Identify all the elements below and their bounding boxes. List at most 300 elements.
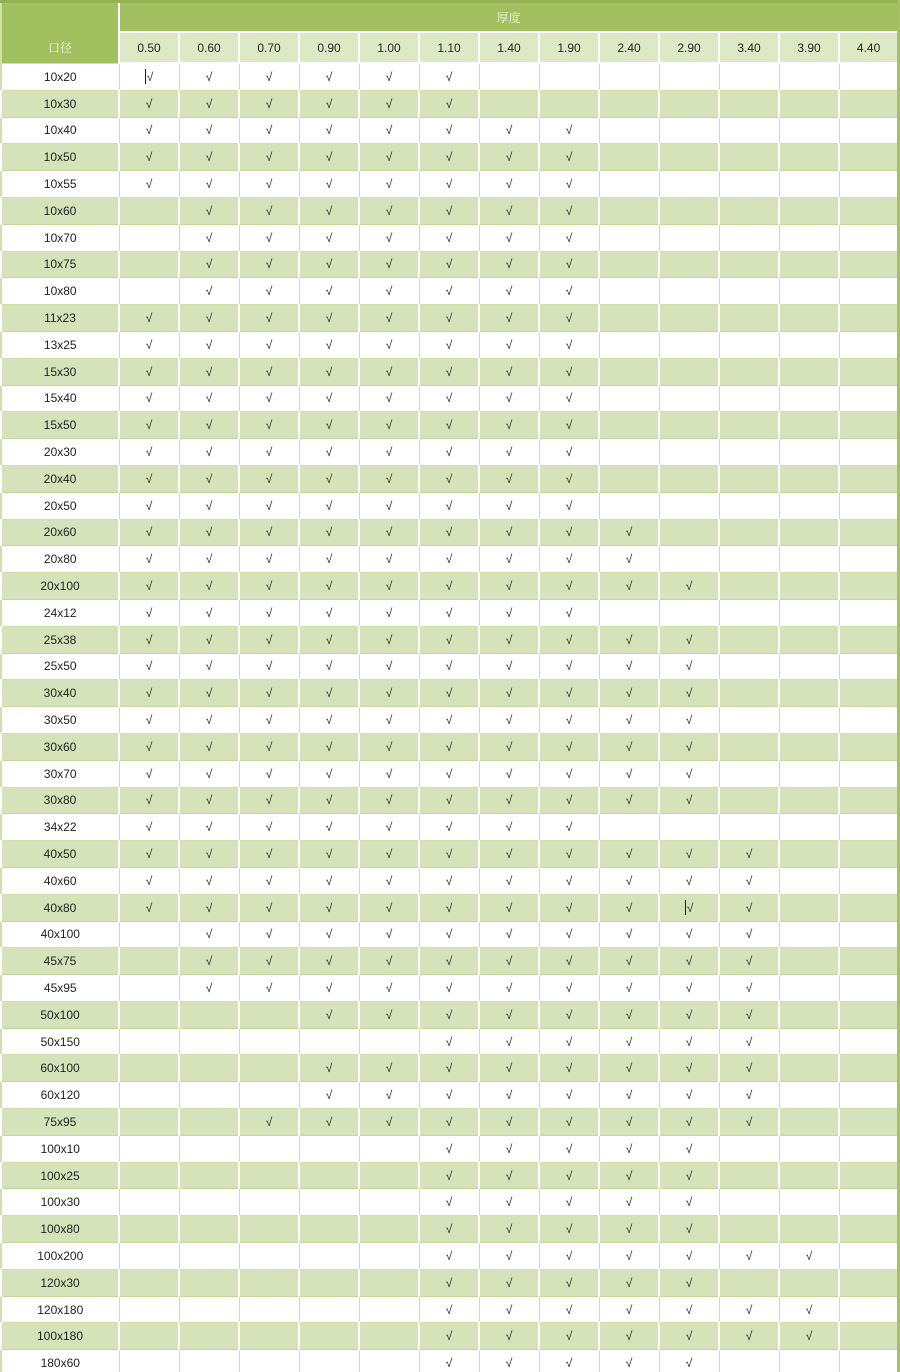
check-cell[interactable]: √ <box>299 305 359 332</box>
check-cell[interactable]: √ <box>539 251 599 278</box>
check-cell[interactable]: √ <box>359 733 419 760</box>
check-cell[interactable]: √ <box>179 680 239 707</box>
empty-cell[interactable] <box>719 1189 779 1216</box>
empty-cell[interactable] <box>839 1269 899 1296</box>
check-cell[interactable]: √ <box>539 948 599 975</box>
caliber-header-cell[interactable]: 口径 <box>1 2 119 64</box>
check-cell[interactable]: √ <box>299 1109 359 1136</box>
empty-cell[interactable] <box>779 331 839 358</box>
check-cell[interactable]: √ <box>179 867 239 894</box>
empty-cell[interactable] <box>839 948 899 975</box>
check-cell[interactable]: √ <box>539 546 599 573</box>
check-cell[interactable]: √ <box>659 841 719 868</box>
empty-cell[interactable] <box>779 439 839 466</box>
empty-cell[interactable] <box>539 63 599 90</box>
check-cell[interactable]: √ <box>299 144 359 171</box>
check-cell[interactable]: √ <box>359 90 419 117</box>
empty-cell[interactable] <box>599 144 659 171</box>
empty-cell[interactable] <box>659 63 719 90</box>
check-cell[interactable]: √ <box>599 894 659 921</box>
check-cell[interactable]: √ <box>299 841 359 868</box>
empty-cell[interactable] <box>839 412 899 439</box>
check-cell[interactable]: √ <box>659 867 719 894</box>
empty-cell[interactable] <box>119 1082 179 1109</box>
check-cell[interactable]: √ <box>119 492 179 519</box>
check-cell[interactable]: √ <box>179 385 239 412</box>
check-cell[interactable]: √ <box>359 251 419 278</box>
empty-cell[interactable] <box>239 1082 299 1109</box>
check-cell[interactable]: √ <box>599 841 659 868</box>
check-cell[interactable]: √ <box>359 492 419 519</box>
check-cell[interactable]: √ <box>359 224 419 251</box>
size-label-cell[interactable]: 10x40 <box>1 117 119 144</box>
check-cell[interactable]: √ <box>539 1162 599 1189</box>
empty-cell[interactable] <box>599 385 659 412</box>
check-cell[interactable]: √ <box>479 599 539 626</box>
empty-cell[interactable] <box>719 492 779 519</box>
check-cell[interactable]: √ <box>599 948 659 975</box>
empty-cell[interactable] <box>539 90 599 117</box>
empty-cell[interactable] <box>779 197 839 224</box>
check-cell[interactable]: √ <box>539 841 599 868</box>
empty-cell[interactable] <box>839 707 899 734</box>
empty-cell[interactable] <box>779 1216 839 1243</box>
check-cell[interactable]: √ <box>119 412 179 439</box>
check-cell[interactable]: √ <box>239 760 299 787</box>
check-cell[interactable]: √ <box>299 251 359 278</box>
check-cell-with-cursor[interactable]: √ <box>659 894 719 921</box>
empty-cell[interactable] <box>119 1028 179 1055</box>
check-cell[interactable]: √ <box>239 412 299 439</box>
check-cell[interactable]: √ <box>239 331 299 358</box>
check-cell[interactable]: √ <box>179 599 239 626</box>
empty-cell[interactable] <box>119 948 179 975</box>
size-label-cell[interactable]: 100x180 <box>1 1323 119 1350</box>
check-cell[interactable]: √ <box>599 1055 659 1082</box>
size-label-cell[interactable]: 11x23 <box>1 305 119 332</box>
check-cell[interactable]: √ <box>419 144 479 171</box>
empty-cell[interactable] <box>719 814 779 841</box>
check-cell[interactable]: √ <box>479 385 539 412</box>
thickness-column-header[interactable]: 3.40 <box>719 32 779 63</box>
check-cell[interactable]: √ <box>419 546 479 573</box>
size-label-cell[interactable]: 45x75 <box>1 948 119 975</box>
check-cell[interactable]: √ <box>659 760 719 787</box>
empty-cell[interactable] <box>839 733 899 760</box>
check-cell[interactable]: √ <box>359 787 419 814</box>
check-cell[interactable]: √ <box>599 680 659 707</box>
empty-cell[interactable] <box>599 358 659 385</box>
empty-cell[interactable] <box>179 1082 239 1109</box>
check-cell[interactable]: √ <box>299 412 359 439</box>
empty-cell[interactable] <box>659 814 719 841</box>
check-cell[interactable]: √ <box>179 144 239 171</box>
empty-cell[interactable] <box>659 519 719 546</box>
empty-cell[interactable] <box>839 546 899 573</box>
check-cell[interactable]: √ <box>419 1028 479 1055</box>
empty-cell[interactable] <box>119 921 179 948</box>
check-cell[interactable]: √ <box>479 1055 539 1082</box>
check-cell[interactable]: √ <box>359 519 419 546</box>
check-cell[interactable]: √ <box>179 197 239 224</box>
empty-cell[interactable] <box>719 465 779 492</box>
check-cell-with-cursor[interactable]: √ <box>119 63 179 90</box>
size-label-cell[interactable]: 45x95 <box>1 975 119 1002</box>
check-cell[interactable]: √ <box>479 867 539 894</box>
empty-cell[interactable] <box>239 1162 299 1189</box>
empty-cell[interactable] <box>839 760 899 787</box>
empty-cell[interactable] <box>359 1296 419 1323</box>
empty-cell[interactable] <box>839 519 899 546</box>
check-cell[interactable]: √ <box>779 1296 839 1323</box>
check-cell[interactable]: √ <box>659 787 719 814</box>
check-cell[interactable]: √ <box>359 1055 419 1082</box>
check-cell[interactable]: √ <box>419 465 479 492</box>
size-label-cell[interactable]: 10x70 <box>1 224 119 251</box>
empty-cell[interactable] <box>179 1296 239 1323</box>
check-cell[interactable]: √ <box>119 519 179 546</box>
empty-cell[interactable] <box>779 948 839 975</box>
size-label-cell[interactable]: 50x150 <box>1 1028 119 1055</box>
check-cell[interactable]: √ <box>299 224 359 251</box>
empty-cell[interactable] <box>779 760 839 787</box>
check-cell[interactable]: √ <box>599 653 659 680</box>
empty-cell[interactable] <box>839 975 899 1002</box>
size-label-cell[interactable]: 50x100 <box>1 1001 119 1028</box>
size-label-cell[interactable]: 13x25 <box>1 331 119 358</box>
check-cell[interactable]: √ <box>659 733 719 760</box>
check-cell[interactable]: √ <box>539 1109 599 1136</box>
check-cell[interactable]: √ <box>539 1243 599 1270</box>
check-cell[interactable]: √ <box>239 197 299 224</box>
check-cell[interactable]: √ <box>479 1243 539 1270</box>
check-cell[interactable]: √ <box>299 439 359 466</box>
check-cell[interactable]: √ <box>479 305 539 332</box>
check-cell[interactable]: √ <box>479 1028 539 1055</box>
empty-cell[interactable] <box>779 1001 839 1028</box>
check-cell[interactable]: √ <box>359 653 419 680</box>
check-cell[interactable]: √ <box>479 331 539 358</box>
check-cell[interactable]: √ <box>659 921 719 948</box>
check-cell[interactable]: √ <box>539 358 599 385</box>
check-cell[interactable]: √ <box>779 1323 839 1350</box>
size-label-cell[interactable]: 25x38 <box>1 626 119 653</box>
check-cell[interactable]: √ <box>659 1135 719 1162</box>
empty-cell[interactable] <box>599 439 659 466</box>
check-cell[interactable]: √ <box>599 573 659 600</box>
empty-cell[interactable] <box>659 492 719 519</box>
empty-cell[interactable] <box>839 1001 899 1028</box>
empty-cell[interactable] <box>719 1135 779 1162</box>
check-cell[interactable]: √ <box>539 894 599 921</box>
empty-cell[interactable] <box>359 1269 419 1296</box>
check-cell[interactable]: √ <box>539 492 599 519</box>
empty-cell[interactable] <box>719 144 779 171</box>
size-label-cell[interactable]: 24x12 <box>1 599 119 626</box>
check-cell[interactable]: √ <box>599 1109 659 1136</box>
check-cell[interactable]: √ <box>179 626 239 653</box>
check-cell[interactable]: √ <box>239 144 299 171</box>
empty-cell[interactable] <box>779 787 839 814</box>
empty-cell[interactable] <box>659 144 719 171</box>
check-cell[interactable]: √ <box>659 653 719 680</box>
check-cell[interactable]: √ <box>239 573 299 600</box>
check-cell[interactable]: √ <box>299 867 359 894</box>
empty-cell[interactable] <box>839 1135 899 1162</box>
check-cell[interactable]: √ <box>599 1323 659 1350</box>
empty-cell[interactable] <box>179 1028 239 1055</box>
check-cell[interactable]: √ <box>479 197 539 224</box>
empty-cell[interactable] <box>719 385 779 412</box>
empty-cell[interactable] <box>779 144 839 171</box>
check-cell[interactable]: √ <box>479 707 539 734</box>
size-label-cell[interactable]: 15x50 <box>1 412 119 439</box>
check-cell[interactable]: √ <box>539 1001 599 1028</box>
empty-cell[interactable] <box>779 1055 839 1082</box>
empty-cell[interactable] <box>779 867 839 894</box>
check-cell[interactable]: √ <box>239 90 299 117</box>
check-cell[interactable]: √ <box>659 1296 719 1323</box>
size-label-cell[interactable]: 120x30 <box>1 1269 119 1296</box>
empty-cell[interactable] <box>839 492 899 519</box>
size-label-cell[interactable]: 25x50 <box>1 653 119 680</box>
check-cell[interactable]: √ <box>359 1082 419 1109</box>
check-cell[interactable]: √ <box>359 465 419 492</box>
size-label-cell[interactable]: 20x50 <box>1 492 119 519</box>
check-cell[interactable]: √ <box>419 1269 479 1296</box>
check-cell[interactable]: √ <box>659 1243 719 1270</box>
check-cell[interactable]: √ <box>419 492 479 519</box>
empty-cell[interactable] <box>779 1109 839 1136</box>
check-cell[interactable]: √ <box>659 948 719 975</box>
check-cell[interactable]: √ <box>479 1135 539 1162</box>
empty-cell[interactable] <box>299 1028 359 1055</box>
check-cell[interactable]: √ <box>299 894 359 921</box>
check-cell[interactable]: √ <box>659 1001 719 1028</box>
check-cell[interactable]: √ <box>539 787 599 814</box>
size-label-cell[interactable]: 10x60 <box>1 197 119 224</box>
check-cell[interactable]: √ <box>119 117 179 144</box>
check-cell[interactable]: √ <box>299 653 359 680</box>
check-cell[interactable]: √ <box>179 278 239 305</box>
check-cell[interactable]: √ <box>539 1135 599 1162</box>
check-cell[interactable]: √ <box>419 331 479 358</box>
empty-cell[interactable] <box>179 1055 239 1082</box>
empty-cell[interactable] <box>719 1162 779 1189</box>
check-cell[interactable]: √ <box>179 90 239 117</box>
empty-cell[interactable] <box>119 224 179 251</box>
check-cell[interactable]: √ <box>299 1001 359 1028</box>
check-cell[interactable]: √ <box>599 1243 659 1270</box>
check-cell[interactable]: √ <box>239 117 299 144</box>
check-cell[interactable]: √ <box>419 787 479 814</box>
empty-cell[interactable] <box>299 1296 359 1323</box>
check-cell[interactable]: √ <box>179 412 239 439</box>
empty-cell[interactable] <box>839 171 899 198</box>
empty-cell[interactable] <box>839 680 899 707</box>
empty-cell[interactable] <box>239 1216 299 1243</box>
check-cell[interactable]: √ <box>119 305 179 332</box>
check-cell[interactable]: √ <box>479 278 539 305</box>
check-cell[interactable]: √ <box>539 331 599 358</box>
empty-cell[interactable] <box>779 171 839 198</box>
empty-cell[interactable] <box>359 1189 419 1216</box>
empty-cell[interactable] <box>839 358 899 385</box>
check-cell[interactable]: √ <box>659 1028 719 1055</box>
empty-cell[interactable] <box>179 1323 239 1350</box>
empty-cell[interactable] <box>779 680 839 707</box>
thickness-column-header[interactable]: 2.40 <box>599 32 659 63</box>
check-cell[interactable]: √ <box>299 760 359 787</box>
check-cell[interactable]: √ <box>179 975 239 1002</box>
check-cell[interactable]: √ <box>479 814 539 841</box>
check-cell[interactable]: √ <box>719 894 779 921</box>
empty-cell[interactable] <box>839 90 899 117</box>
thickness-column-header[interactable]: 1.90 <box>539 32 599 63</box>
thickness-header-cell[interactable]: 厚度 <box>119 2 899 33</box>
empty-cell[interactable] <box>119 1001 179 1028</box>
check-cell[interactable]: √ <box>419 733 479 760</box>
empty-cell[interactable] <box>659 358 719 385</box>
empty-cell[interactable] <box>719 197 779 224</box>
empty-cell[interactable] <box>359 1243 419 1270</box>
check-cell[interactable]: √ <box>119 787 179 814</box>
empty-cell[interactable] <box>239 1189 299 1216</box>
check-cell[interactable]: √ <box>599 787 659 814</box>
empty-cell[interactable] <box>119 278 179 305</box>
empty-cell[interactable] <box>839 1055 899 1082</box>
check-cell[interactable]: √ <box>719 1296 779 1323</box>
check-cell[interactable]: √ <box>599 1269 659 1296</box>
empty-cell[interactable] <box>359 1135 419 1162</box>
size-label-cell[interactable]: 60x100 <box>1 1055 119 1082</box>
check-cell[interactable]: √ <box>239 787 299 814</box>
check-cell[interactable]: √ <box>419 894 479 921</box>
check-cell[interactable]: √ <box>179 546 239 573</box>
check-cell[interactable]: √ <box>599 760 659 787</box>
check-cell[interactable]: √ <box>239 599 299 626</box>
check-cell[interactable]: √ <box>479 251 539 278</box>
check-cell[interactable]: √ <box>179 465 239 492</box>
empty-cell[interactable] <box>599 331 659 358</box>
check-cell[interactable]: √ <box>179 921 239 948</box>
empty-cell[interactable] <box>119 1350 179 1372</box>
check-cell[interactable]: √ <box>299 948 359 975</box>
check-cell[interactable]: √ <box>359 1001 419 1028</box>
check-cell[interactable]: √ <box>659 1162 719 1189</box>
size-label-cell[interactable]: 40x50 <box>1 841 119 868</box>
check-cell[interactable]: √ <box>359 331 419 358</box>
empty-cell[interactable] <box>779 412 839 439</box>
check-cell[interactable]: √ <box>479 841 539 868</box>
check-cell[interactable]: √ <box>659 1350 719 1372</box>
empty-cell[interactable] <box>839 385 899 412</box>
empty-cell[interactable] <box>179 1350 239 1372</box>
empty-cell[interactable] <box>599 171 659 198</box>
check-cell[interactable]: √ <box>119 814 179 841</box>
check-cell[interactable]: √ <box>359 894 419 921</box>
empty-cell[interactable] <box>839 331 899 358</box>
empty-cell[interactable] <box>119 1135 179 1162</box>
check-cell[interactable]: √ <box>719 1028 779 1055</box>
thickness-column-header[interactable]: 0.70 <box>239 32 299 63</box>
check-cell[interactable]: √ <box>299 358 359 385</box>
empty-cell[interactable] <box>659 546 719 573</box>
empty-cell[interactable] <box>239 1028 299 1055</box>
empty-cell[interactable] <box>839 894 899 921</box>
empty-cell[interactable] <box>779 1189 839 1216</box>
check-cell[interactable]: √ <box>479 1350 539 1372</box>
empty-cell[interactable] <box>659 465 719 492</box>
check-cell[interactable]: √ <box>419 171 479 198</box>
check-cell[interactable]: √ <box>239 1109 299 1136</box>
check-cell[interactable]: √ <box>119 841 179 868</box>
empty-cell[interactable] <box>659 251 719 278</box>
check-cell[interactable]: √ <box>419 867 479 894</box>
check-cell[interactable]: √ <box>359 948 419 975</box>
check-cell[interactable]: √ <box>239 465 299 492</box>
size-label-cell[interactable]: 10x55 <box>1 171 119 198</box>
check-cell[interactable]: √ <box>299 90 359 117</box>
check-cell[interactable]: √ <box>299 63 359 90</box>
empty-cell[interactable] <box>599 599 659 626</box>
empty-cell[interactable] <box>719 573 779 600</box>
thickness-column-header[interactable]: 0.50 <box>119 32 179 63</box>
check-cell[interactable]: √ <box>419 841 479 868</box>
empty-cell[interactable] <box>239 1323 299 1350</box>
empty-cell[interactable] <box>839 1323 899 1350</box>
check-cell[interactable]: √ <box>599 1082 659 1109</box>
check-cell[interactable]: √ <box>479 733 539 760</box>
check-cell[interactable]: √ <box>359 144 419 171</box>
check-cell[interactable]: √ <box>119 171 179 198</box>
empty-cell[interactable] <box>599 197 659 224</box>
check-cell[interactable]: √ <box>479 224 539 251</box>
check-cell[interactable]: √ <box>479 1162 539 1189</box>
check-cell[interactable]: √ <box>299 492 359 519</box>
check-cell[interactable]: √ <box>119 599 179 626</box>
empty-cell[interactable] <box>239 1243 299 1270</box>
empty-cell[interactable] <box>719 653 779 680</box>
check-cell[interactable]: √ <box>359 197 419 224</box>
empty-cell[interactable] <box>659 331 719 358</box>
check-cell[interactable]: √ <box>119 894 179 921</box>
check-cell[interactable]: √ <box>479 412 539 439</box>
empty-cell[interactable] <box>179 1216 239 1243</box>
size-label-cell[interactable]: 100x200 <box>1 1243 119 1270</box>
check-cell[interactable]: √ <box>599 707 659 734</box>
check-cell[interactable]: √ <box>539 814 599 841</box>
check-cell[interactable]: √ <box>239 224 299 251</box>
check-cell[interactable]: √ <box>239 171 299 198</box>
empty-cell[interactable] <box>719 760 779 787</box>
size-label-cell[interactable]: 20x80 <box>1 546 119 573</box>
empty-cell[interactable] <box>779 546 839 573</box>
check-cell[interactable]: √ <box>599 1216 659 1243</box>
empty-cell[interactable] <box>719 171 779 198</box>
check-cell[interactable]: √ <box>419 197 479 224</box>
empty-cell[interactable] <box>839 278 899 305</box>
check-cell[interactable]: √ <box>419 707 479 734</box>
size-label-cell[interactable]: 10x80 <box>1 278 119 305</box>
check-cell[interactable]: √ <box>359 975 419 1002</box>
check-cell[interactable]: √ <box>419 519 479 546</box>
check-cell[interactable]: √ <box>419 1001 479 1028</box>
size-label-cell[interactable]: 60x120 <box>1 1082 119 1109</box>
check-cell[interactable]: √ <box>479 1296 539 1323</box>
check-cell[interactable]: √ <box>659 1269 719 1296</box>
empty-cell[interactable] <box>119 975 179 1002</box>
